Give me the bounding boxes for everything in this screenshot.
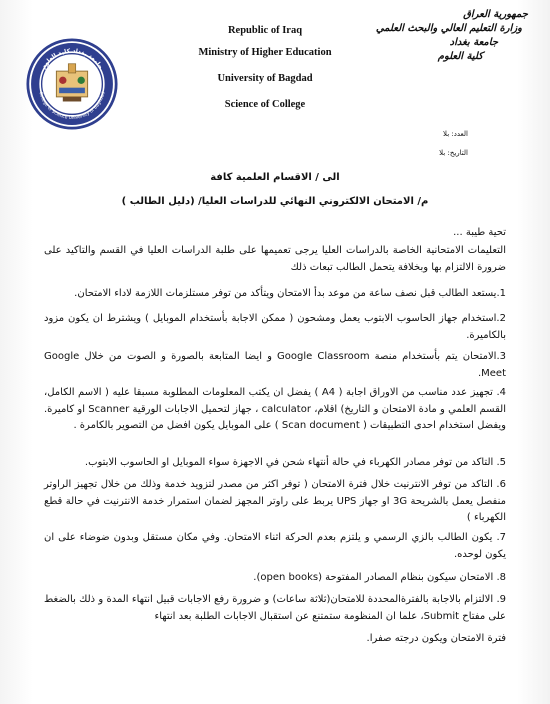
instruction-item-7: 7. يكون الطالب بالزي الرسمي و يلتزم بعدم الحركة اثناء الامتحان. وفي مكان مستقل وبدون ضوضاء على ان يكون لوحده.: [44, 532, 506, 560]
header-en-line-4: Science of College: [224, 99, 306, 110]
seal-text-bottom: College of Science University of Baghdad: [37, 91, 107, 121]
header-en-line-3: University of Bagdad: [217, 73, 313, 84]
header-en-line-2: Ministry of Higher Education: [198, 47, 332, 58]
instruction-item-3: 3.الامتحان يتم بأستخدام منصة Google Classroom و ايضا المتابعة بالصورة و الصوت من خلال Google Meet.: [44, 351, 506, 379]
addressee-line: الى / الاقسام العلمية كافة: [210, 172, 340, 183]
intro-paragraph: التعليمات الامتحانية الخاصة بالدراسات العليا يرجى تعميمها على طلبة الدراسات العليا في القسم والتاكيد على ضرورة الالتزام بها وبخلافة يتحمل الطالب تبعات ذلك: [44, 245, 506, 273]
header-ar-line-4: كلية العلوم: [437, 51, 483, 62]
greeting: تحية طيبة ...: [453, 227, 506, 238]
instruction-item-4: 4. تجهيز عدد مناسب من الاوراق اجابة ( A4 ) يفضل ان يكتب المعلومات المطلوبة مسبقا عليه ( الاسم الكامل، القسم العلمي و مادة الامتحان و التاريخ) اقلام، calculator ، جهاز لتحميل الاجابات الورقية Scanner او كاميرة. ويفضل استخدام احدى التطبيقات ( Scan document ) على الموبايل يكون افضل من التصوير بالكامرة .: [44, 387, 507, 431]
subject-line: م/ الامتحان الالكتروني النهائي للدراسات العليا/ (دليل الطالب ): [121, 196, 429, 207]
instruction-item-1: 1.يستعد الطالب قبل نصف ساعة من موعد بدأ الامتحان ويتأكد من توفر مستلزمات اللازمة لاداء الامتحان.: [74, 288, 506, 299]
instruction-item-6: 6. التاكد من توفر الانترنيت خلال فترة الامتحان ( توفر اكثر من مصدر لتزويد خدمة وذلك من خلال تجهيز الراوتر منفصل يعمل بالشريحة 3G او جهاز UPS يربط على راوتر المجهز لضمان استمرار خدمة الانترنيت في حالة قطع الكهرباء ): [44, 479, 506, 523]
university-seal-icon: [26, 38, 118, 130]
header-arabic: [368, 8, 528, 64]
closing-line: فترة الامتحان ويكون درجته صفرا.: [366, 633, 506, 644]
header-ar-line-2: وزارة التعليم العالي والبحث العلمي: [375, 23, 522, 34]
header-ar-line-1: جمهورية العراق: [463, 9, 528, 20]
document-date: التاريخ: بلا: [439, 149, 468, 157]
instruction-item-8: 8. الامتحان سيكون بنظام المصادر المفتوحة (open books).: [253, 572, 506, 583]
seal-text-top: جامعة بغداد كلية العلوم: [39, 47, 105, 71]
instruction-item-5: 5. التاكد من توفر مصادر الكهرباء في حالة أنتهاء شحن في الاجهزة سواء الموبايل او الحاسوب الابتوب.: [84, 457, 506, 468]
instruction-item-9: 9. الالتزام بالاجابة بالفترةالمحددة للامتحان(ثلاثة ساعات) و ضرورة رفع الاجابات قبيل انتهاء المدة و ذلك بالضغط على مفتاح Submit، علما ان المنظومة ستمتنع عن استقبال الاجابات الطلبة بعد انتهاء: [44, 594, 506, 622]
document-number: العدد: بلا: [443, 130, 468, 138]
header-ar-line-3: جامعة بغداد: [449, 37, 498, 48]
header-en-line-1: Republic of Iraq: [227, 25, 303, 36]
header-english: [150, 26, 380, 118]
instruction-item-2: 2.استخدام جهاز الحاسوب الابتوب يعمل ومشحون ( ممكن الاجابة بأستخدام الموبايل ) ويشترط ان يكون مزود بالكاميرة.: [44, 313, 506, 341]
